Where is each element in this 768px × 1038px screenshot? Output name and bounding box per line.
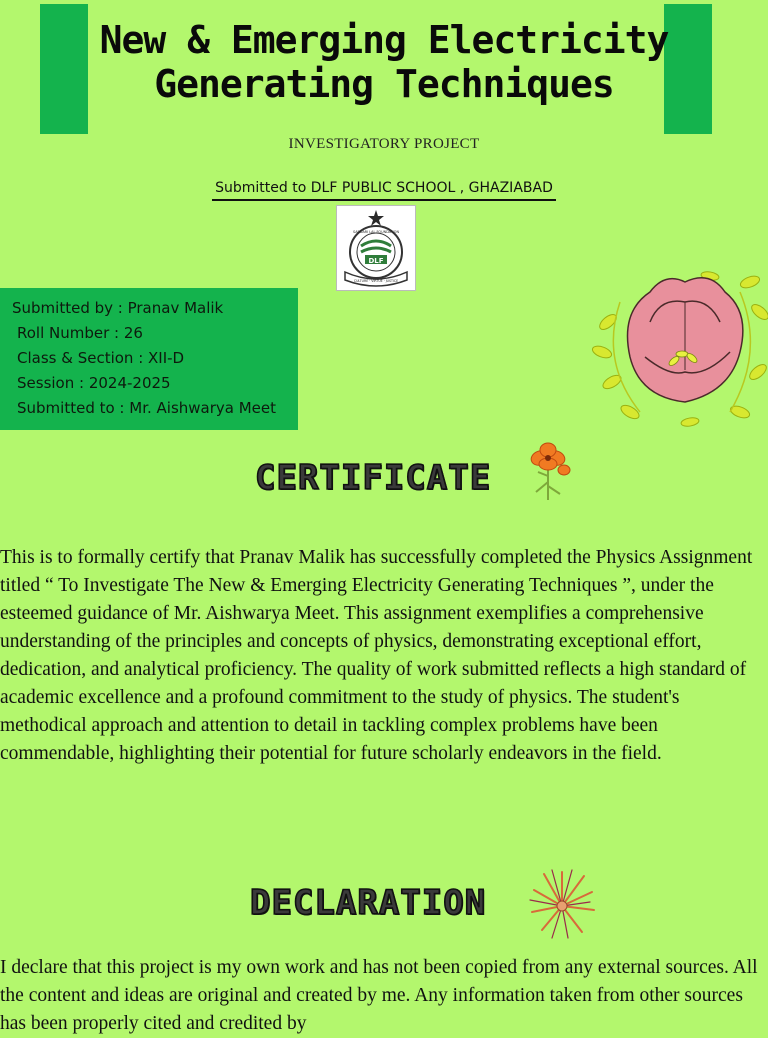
logo-bottom-text: CULTURE · VIRTUE · JUSTICE — [353, 279, 399, 283]
submitted-by: Submitted by : Pranav Malik — [12, 299, 224, 317]
declaration-body: I declare that this project is my own work and has not been copied from any external sources. All the content and ideas are original and created by me. Any information taken from other sources has been properly cited and credited by — [0, 957, 758, 1034]
certificate-heading: CERTIFICATE — [255, 458, 492, 498]
submitted-to-school-text: Submitted to DLF PUBLIC SCHOOL , GHAZIABAD — [212, 180, 556, 201]
project-title: New & Emerging Electricity Generating Techniques — [99, 18, 669, 106]
student-info-box — [0, 288, 298, 430]
orange-flower-icon — [522, 442, 574, 504]
submitted-to-school — [0, 180, 768, 196]
logo-top-text: SARDARI LAL FOUNDATION — [353, 230, 399, 234]
roll-number: Roll Number : 26 — [17, 324, 143, 342]
declaration-heading: DECLARATION — [250, 883, 487, 923]
session: Session : 2024-2025 — [17, 374, 171, 392]
spiky-flower-icon — [528, 866, 596, 942]
logo-center-text: DLF — [368, 257, 384, 265]
project-subtitle: INVESTIGATORY PROJECT — [288, 136, 480, 152]
submitted-to-teacher: Submitted to : Mr. Aishwarya Meet — [17, 399, 277, 417]
certificate-body: This is to formally certify that Pranav Malik has successfully completed the Physics Assignment titled “ To Investigate The New & Emerging Electricity Generating Techniques ”, under the esteemed guidance of Mr. Aishwarya Meet. This assignment exemplifies a comprehensive understanding of the principles and concepts of physics, demonstrating exceptional effort, dedication, and analytical proficiency. The quality of work submitted reflects a high standard of academic excellence and a profound commitment to the study of physics. The student's methodical approach and attention to detail in tackling complex problems have been commendable, highlighting their potential for future scholarly endeavors in the field. — [0, 547, 753, 764]
class-section: Class & Section : XII-D — [17, 349, 185, 367]
school-logo — [336, 205, 416, 291]
pink-flower-icon — [590, 262, 768, 434]
